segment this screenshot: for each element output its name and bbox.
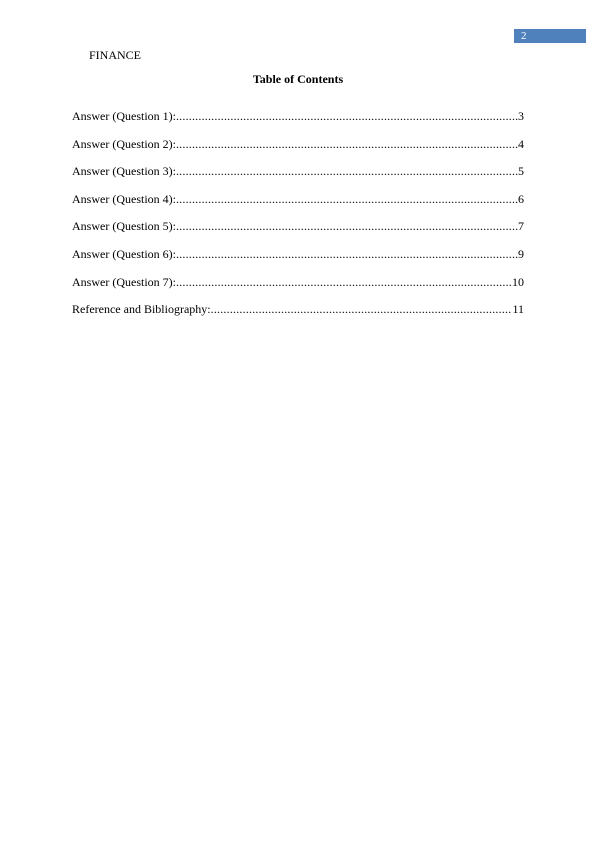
toc-dot-leader (176, 247, 518, 261)
toc-title: Table of Contents (252, 72, 344, 86)
toc-entry-question-3[interactable] (72, 164, 524, 192)
toc-entry-page: 9 (518, 246, 524, 261)
toc-dot-leader (176, 137, 518, 151)
toc-entry-label: Answer (Question 4): (72, 191, 176, 206)
toc-entry-question-2[interactable] (72, 137, 524, 165)
toc-dot-leader (176, 109, 518, 123)
toc-entry-page: 10 (512, 274, 524, 289)
running-head: FINANCE (89, 48, 142, 62)
toc-entry-label: Answer (Question 6): (72, 246, 176, 261)
toc-entry-page: 11 (512, 302, 524, 317)
toc-entry-question-5[interactable] (72, 219, 524, 247)
toc-entry-page: 7 (518, 219, 524, 234)
toc-entry-label: Answer (Question 1): (72, 109, 176, 123)
toc-entry-question-6[interactable] (72, 247, 524, 275)
toc-dot-leader (211, 302, 513, 316)
toc-entry-label: Answer (Question 5): (72, 219, 176, 234)
toc-entry-question-4[interactable] (72, 192, 524, 220)
toc-dot-leader (176, 164, 518, 178)
toc-dot-leader (176, 192, 518, 206)
toc-entry-page: 4 (518, 136, 524, 151)
toc-entry-page: 5 (518, 164, 524, 179)
toc-entry-page: 3 (518, 109, 524, 123)
toc-entry-page: 6 (518, 191, 524, 206)
toc-entry-references[interactable] (72, 302, 524, 330)
page-number: 2 (521, 30, 527, 42)
page-number-badge (514, 29, 586, 43)
toc-entry-question-1[interactable] (72, 109, 524, 137)
toc-dot-leader (176, 275, 512, 289)
toc-entry-label: Answer (Question 3): (72, 164, 176, 179)
toc-entry-label: Answer (Question 2): (72, 136, 176, 151)
table-of-contents (72, 109, 524, 330)
toc-entry-label: Answer (Question 7): (72, 274, 176, 289)
toc-entry-question-7[interactable] (72, 275, 524, 303)
toc-dot-leader (176, 219, 518, 233)
toc-entry-label: Reference and Bibliography: (72, 302, 211, 317)
